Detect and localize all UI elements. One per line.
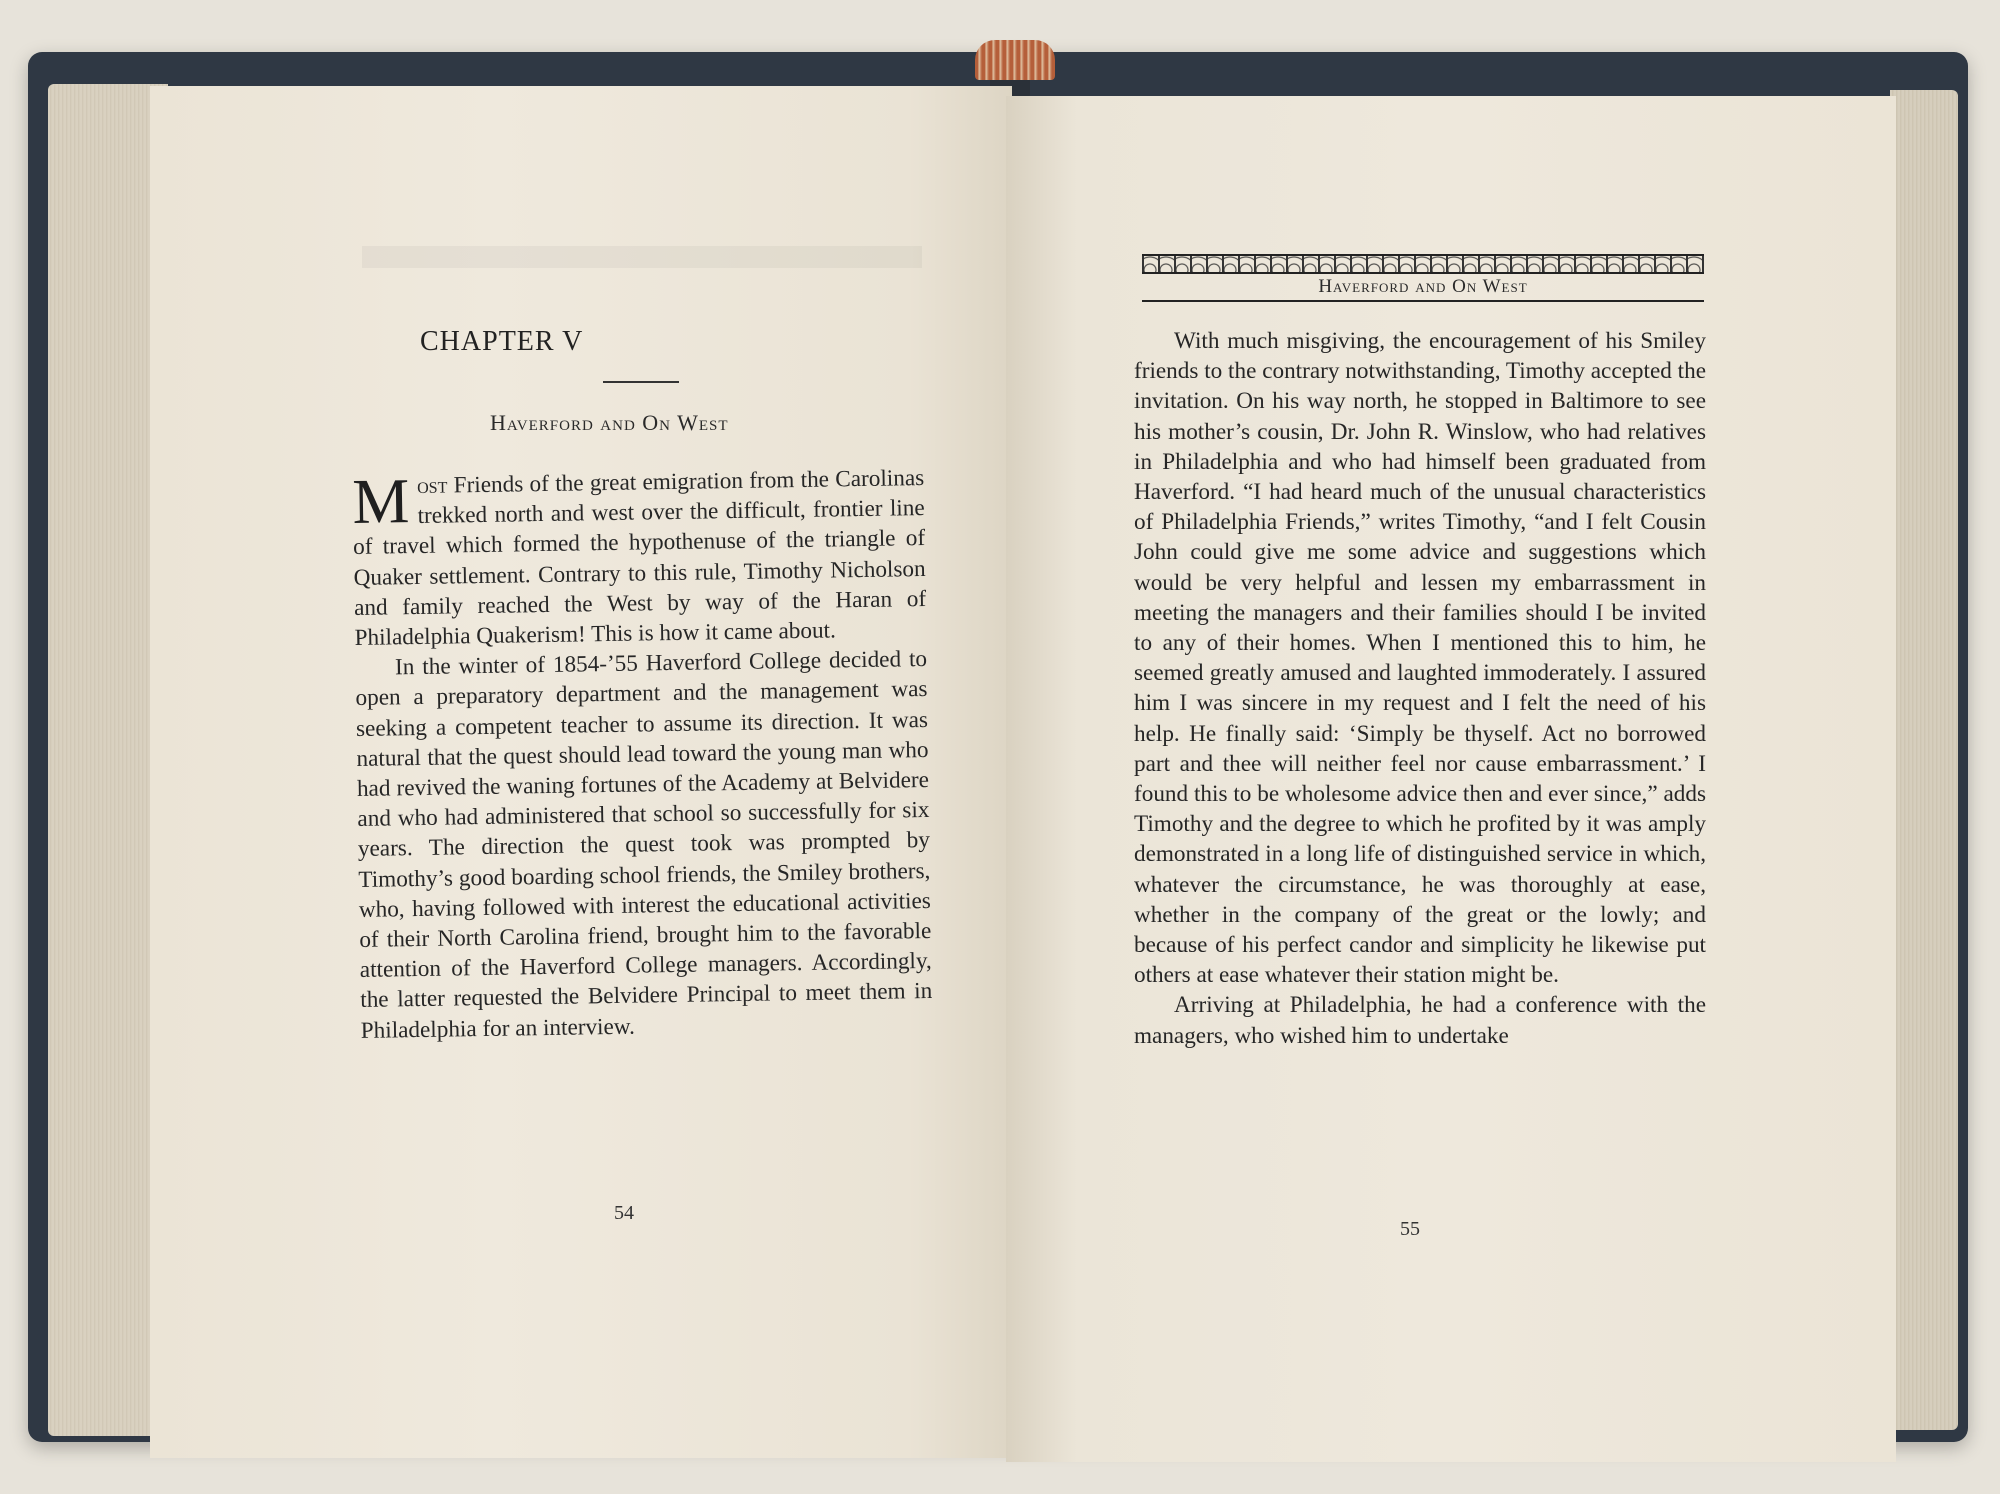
paragraph-2: In the winter of 1854-’55 Haverford College decided to open a preparatory department and the management was seeking a competent teacher to assume its direction. It was natural that the quest should lead toward the young man who had revived the waning fortunes of the Academy at Belvidere and who had administered that school so successfully for six years. The direction the quest took was prompted by Timothy’s good boarding school friends, the Smiley brothers, who, having followed with interest the educational activities of their North Carolina friend, brought him to the favorable attention of the Haverford College managers. Accordingly, the latter requested the Belvidere Principal to meet them in Philadelphia for an interview. (355, 646, 933, 1044)
headband (975, 40, 1055, 80)
paragraph-1: With much misgiving, the encouragement of his Smiley friends to the contrary notwithstanding, Timothy accepted the invitation. On his way north, he stopped in Baltimore to see his mother’s cousin, Dr. John R. Winslow, who had relatives in Philadelphia and who had himself been graduated from Haverford. “I had heard much of the unusual characteristics of Philadelphia Friends,” writes Timothy, “and I felt Cousin John could give me some advice and suggestions which would be very helpful and lessen my embarrassment in meeting the managers and their families should I be invited to any of their homes. When I mentioned this to him, he seemed greatly amused and laughted immoderately. I assured him I was sincere in my request and I felt the need of his help. He finally said: ‘Simply be thyself. Act no borrowed part and thee will neither feel nor cause embarrassment.’ I found this to be wholesome advice then and ever since,” adds Timothy and the degree to which he profited by it was amply demonstrated in a long life of distinguished service in which, whatever the circumstance, he was thoroughly at ease, whether in the company of the great or the lowly; and because of his perfect candor and simplicity he likewise put others at ease whatever their station might be. (1134, 328, 1706, 989)
show-through-text (362, 246, 922, 268)
chapter-subtitle: Haverford and On West (490, 410, 729, 435)
running-head: Haverford and On West (1318, 276, 1528, 297)
right-body-text (1134, 326, 1706, 1051)
chapter-title: CHAPTER V (420, 326, 584, 357)
paragraph-1-text: Friends of the great emigration from the Carolinas trekked north and west over the difficult, frontier line of travel which formed the hypothenuse of the triangle of Quaker settlement. Contrary to this rule, Timothy Nicholson and family reached the West by way of the Haran of Philadelphia Quakerism! This is how it came about. (352, 465, 927, 651)
page-edges-right (1890, 90, 1958, 1430)
header-rule (1142, 300, 1704, 302)
left-body-text (352, 463, 933, 1046)
paragraph (352, 463, 927, 653)
ornamental-band (1142, 254, 1704, 274)
chapter-rule (603, 381, 679, 383)
page-number-right: 55 (1400, 1218, 1420, 1240)
page-number-left: 54 (614, 1202, 634, 1224)
paragraph-2: Arriving at Philadelphia, he had a conference with the managers, who wished him to undertake (1134, 992, 1706, 1049)
drop-cap: M (351, 465, 410, 537)
first-word-rest: ost (416, 472, 448, 499)
